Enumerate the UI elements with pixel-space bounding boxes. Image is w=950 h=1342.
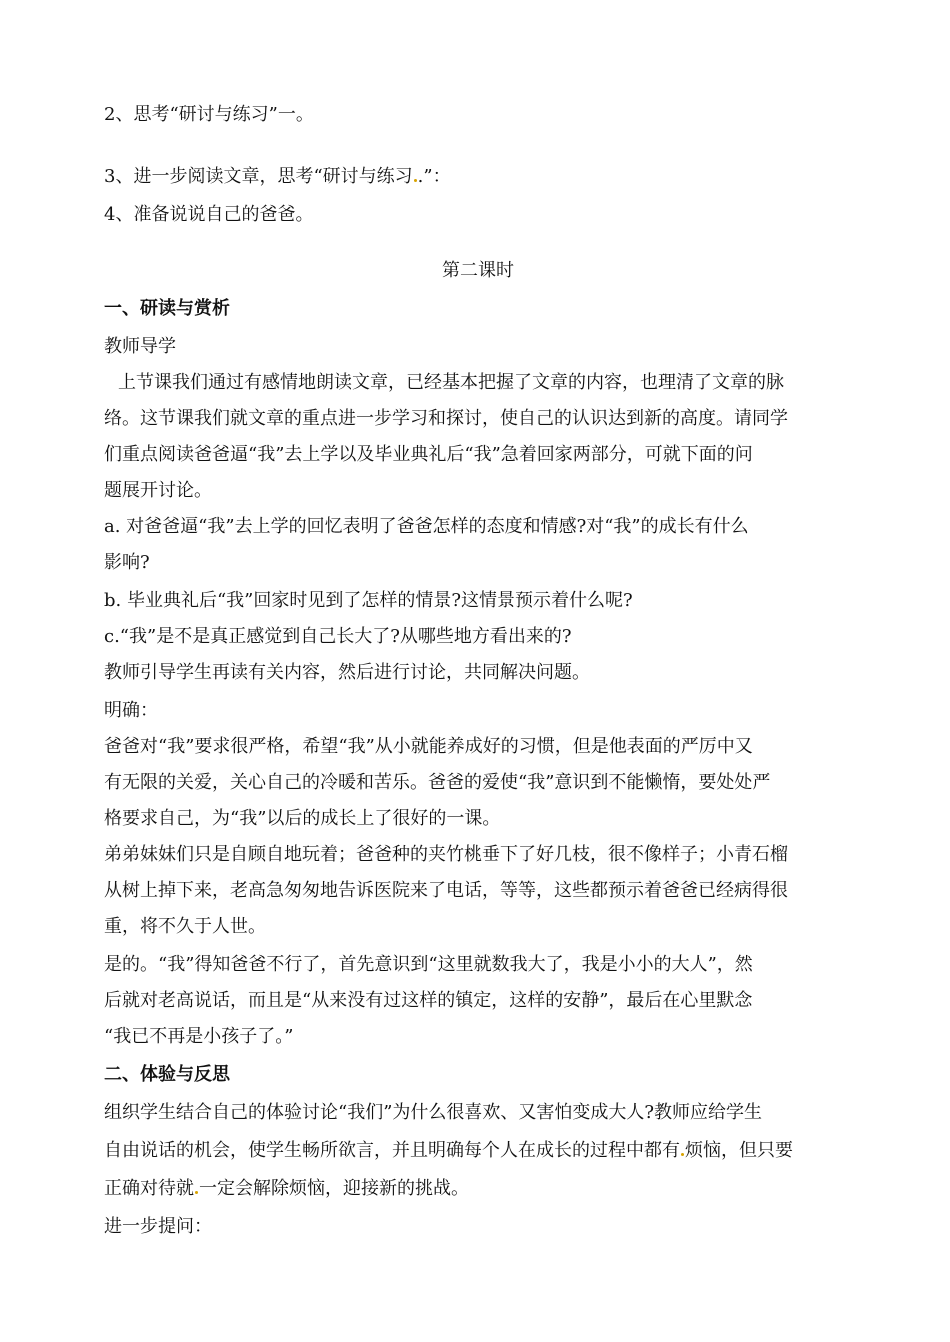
text-line: 后就对老高说话，而且是“从来没有过这样的镇定，这样的安静”，最后在心里默念 [104, 990, 753, 1011]
text-line: 从树上掉下来，老高急匆匆地告诉医院来了电话，等等，这些都预示着爸爸已经病得很 [104, 880, 788, 901]
emphasis-dot-icon [195, 1191, 198, 1194]
text-line: 有无限的关爱，关心自己的冷暖和苦乐。爸爸的爱使“我”意识到不能懒惰，要处处严 [104, 772, 771, 793]
text-line [104, 1139, 793, 1163]
text-line [104, 1177, 469, 1201]
section-title: 第二课时 [442, 260, 514, 281]
text-line: 弟弟妹妹们只是自顾自地玩着；爸爸种的夹竹桃垂下了好几枝，很不像样子；小青石榴 [104, 844, 788, 865]
text-line: 教师导学 [104, 336, 176, 357]
emphasis-dot-icon [681, 1153, 684, 1156]
text-line: 组织学生结合自己的体验讨论“我们”为什么很喜欢、又害怕变成大人?教师应给学生 [104, 1102, 763, 1123]
text-line: 进一步提问： [104, 1216, 212, 1237]
text-line: 影响? [104, 552, 150, 573]
text-line: 4、准备说说自己的爸爸。 [104, 204, 314, 225]
text-span: .”： [417, 166, 451, 187]
text-line: 2、思考“研讨与练习”一。 [104, 104, 314, 125]
text-span: 自由说话的机会，使学生畅所欲言，并且明确每个人在成长的过程中都有 [104, 1140, 680, 1161]
question-b: b. 毕业典礼后“我”回家时见到了怎样的情景?这情景预示着什么呢? [104, 590, 633, 611]
text-line: 们重点阅读爸爸逼“我”去上学以及毕业典礼后“我”急着回家两部分，可就下面的问 [104, 444, 753, 465]
text-line: 络。这节课我们就文章的重点进一步学习和探讨，使自己的认识达到新的高度。请同学 [104, 408, 788, 429]
heading: 二、体验与反思 [104, 1064, 230, 1085]
text-line [104, 165, 451, 189]
text-line: 是的。“我”得知爸爸不行了，首先意识到“这里就数我大了，我是小小的大人”，然 [104, 954, 753, 975]
text-line: 明确： [104, 700, 158, 721]
heading: 一、研读与赏析 [104, 298, 230, 319]
text-span: 烦恼，但只要 [685, 1140, 793, 1161]
text-span: 正确对待就 [104, 1178, 194, 1199]
text-line: 题展开讨论。 [104, 480, 212, 501]
emphasis-dot-icon [414, 179, 417, 182]
question-a: a. 对爸爸逼“我”去上学的回忆表明了爸爸怎样的态度和情感?对“我”的成长有什么 [104, 516, 749, 537]
text-line: 爸爸对“我”要求很严格，希望“我”从小就能养成好的习惯，但是他表面的严厉中又 [104, 736, 753, 757]
text-span: 一定会解除烦恼，迎接新的挑战。 [199, 1178, 469, 1199]
text-line: 教师引导学生再读有关内容，然后进行讨论，共同解决问题。 [104, 662, 590, 683]
text-line: 重，将不久于人世。 [104, 916, 266, 937]
text-line: 上节课我们通过有感情地朗读文章，已经基本把握了文章的内容，也理清了文章的脉 [118, 372, 784, 393]
text-line: 格要求自己，为“我”以后的成长上了很好的一课。 [104, 808, 501, 829]
text-line: “我已不再是小孩子了。” [104, 1026, 294, 1047]
text-span: 3、进一步阅读文章，思考“研讨与练习 [104, 166, 413, 187]
question-c: c.“我”是不是真正感觉到自己长大了?从哪些地方看出来的? [104, 626, 572, 647]
